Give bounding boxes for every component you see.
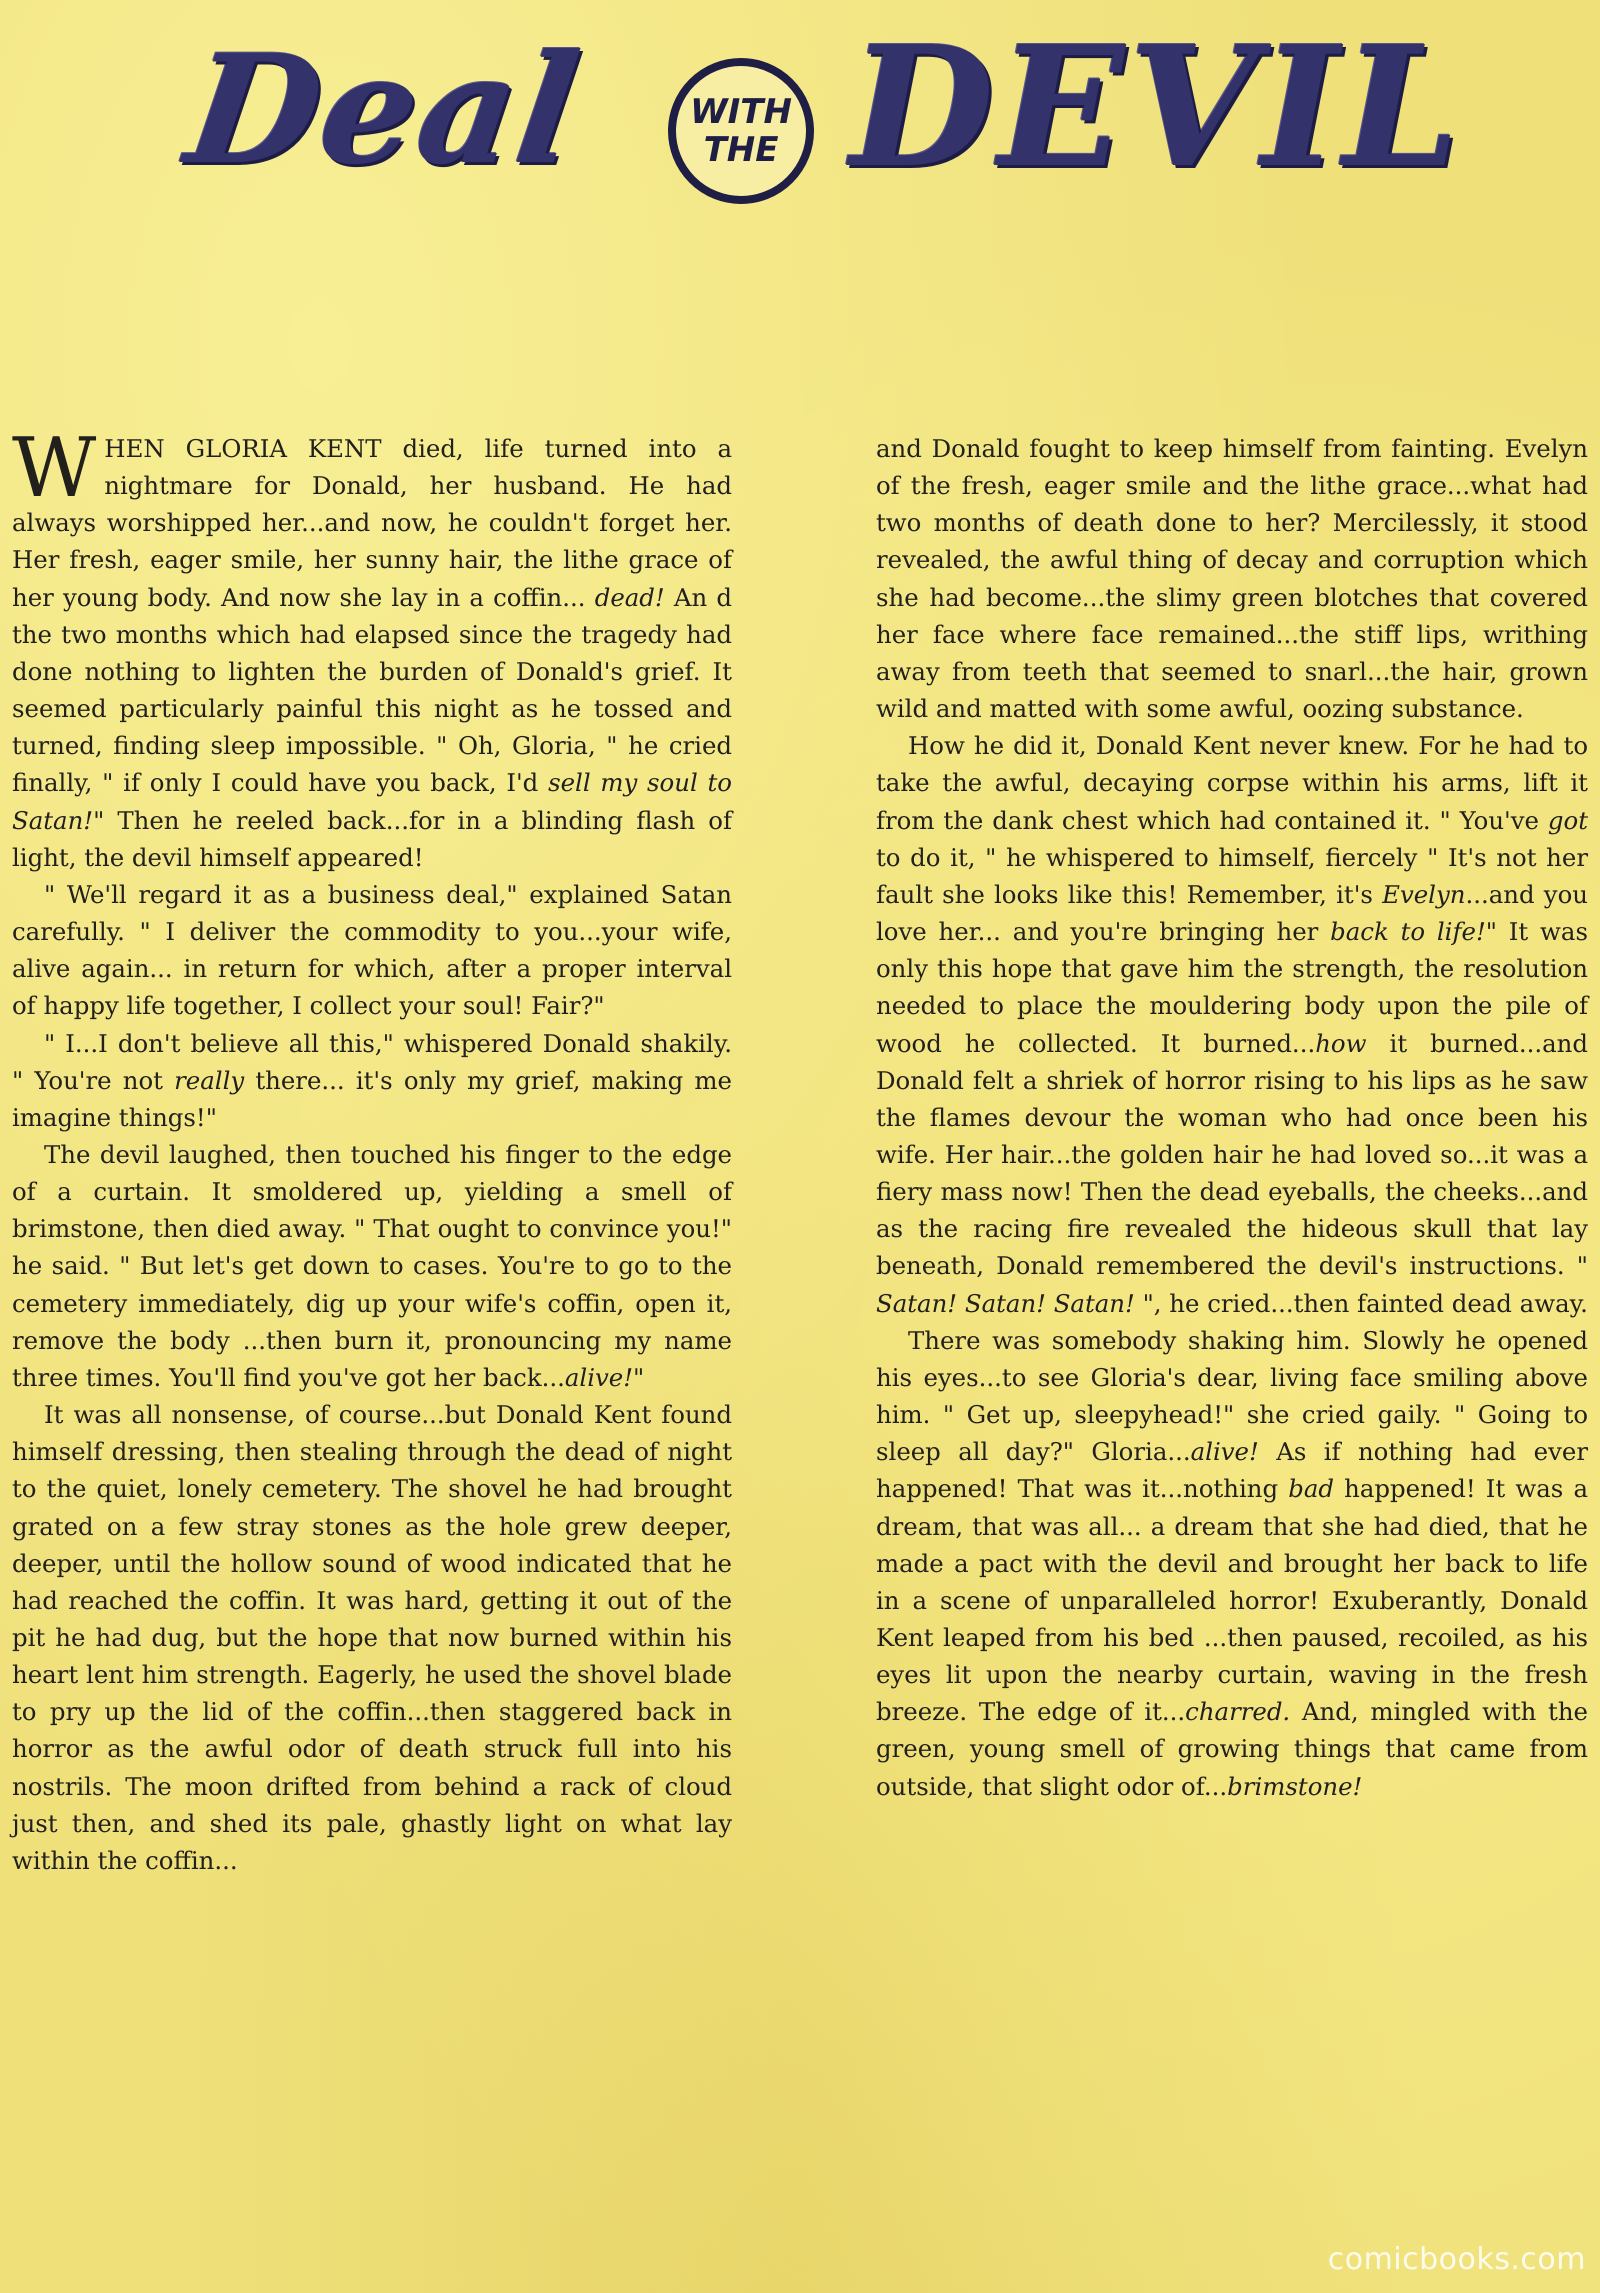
italic-phrase: got (1547, 805, 1588, 835)
text-run: It was all nonsense, of course...but Donald Kent found himself dressing, then stealing through the dead of night to the quiet, lonely cemetery. The shovel he had brought grated on a few stray stones as the hole grew deeper, deeper, until the hollow sound of wood indicated that he had reached the coffin. It was hard, getting it out of the pit he had dug, but the hope that now burned within his heart lent him strength. Eagerly, he used the shovel blade to pry up the lid of the coffin...then staggered back in horror as the awful odor of death struck full into his nostrils. The moon drifted from behind a rack of cloud just then, and shed its pale, ghastly light on what lay within the coffin... (12, 1400, 732, 1875)
italic-phrase: brimstone! (1227, 1771, 1363, 1801)
title-badge (668, 58, 814, 204)
text-run: " Then he reeled back...for in a blinding flash of light, the devil himself appeared! (12, 805, 732, 872)
text-run: " (633, 1362, 645, 1392)
story-column-left (12, 421, 732, 1879)
italic-phrase: bad (1288, 1474, 1334, 1504)
story-paragraph (876, 727, 1588, 1322)
story-paragraph (12, 1396, 732, 1879)
text-run: and Donald fought to keep himself from fainting. Evelyn of the fresh, eager smile and the lithe grace...what had two months of death done to her? Mercilessly, it stood revealed, the awful thing of decay and corruption which she had become...the slimy green blotches that covered her face where face remained...the stiff lips, writhing away from teeth that seemed to snarl...the hair, grown wild and matted with some awful, oozing substance. (876, 434, 1588, 724)
story-paragraph (12, 1025, 732, 1136)
text-run: How he did it, Donald Kent never knew. For he had to take the awful, decaying corpse within his arms, lift it from the dank chest which had contained it. " You've (876, 731, 1588, 835)
text-run: As if nothing had ever happened! That was it...nothing (876, 1437, 1588, 1504)
story-paragraph (12, 876, 732, 1025)
text-run: And, mingled with the green, young smell of growing things that came from outside, that slight odor of... (876, 1697, 1588, 1801)
text-run: it burned...and Donald felt a shriek of horror rising to his lips as he saw the flames devour the woman who had once been his wife. Her hair...the golden hair he had loved so...it was a fiery mass now! Then the dead eyeballs, the cheeks...and as the racing fire revealed the hideous skull that lay beneath, Donald remembered the devil's instructions. " (876, 1028, 1589, 1281)
title-word-devil: DEVIL (850, 10, 1464, 205)
text-run: happened! It was a dream, that was all... a dream that she had died, that he made a pact with the devil and brought her back to life in a scene of unparalleled horror! Exuberantly, Donald Kent leaped from his bed ...then paused, recoiled, as his eyes lit upon the nearby curtain, waving in the fresh breeze. The edge of it... (876, 1474, 1588, 1727)
story-paragraph (12, 1136, 732, 1396)
italic-phrase: Satan! Satan! Satan! (876, 1288, 1135, 1318)
site-watermark: comicbooks.com (1327, 2242, 1586, 2277)
title-banner (0, 0, 1600, 270)
text-run: An d the two months which had elapsed since the tragedy had done nothing to lighten the burden of Donald's grief. It seemed particularly painful this night as he tossed and turned, finding sleep impossible. " Oh, Gloria, " he cried finally, " if only I could have you back, I'd (12, 582, 732, 798)
italic-phrase: charred. (1185, 1697, 1291, 1727)
title-word-deal: Deal (177, 22, 591, 198)
story-paragraph (876, 430, 1588, 727)
italic-phrase: dead! (594, 582, 665, 612)
text-run: to do it, " he whispered to himself, fiercely " It's not her fault she looks like this! Remember, it's (876, 842, 1588, 909)
text-run: " I...I don't believe all this," whispered Donald shakily. " You're not (12, 1028, 732, 1095)
text-run: ", he cried...then fainted dead away. (1134, 1288, 1588, 1318)
badge-word-the: THE (703, 130, 779, 170)
italic-phrase: back to life! (1330, 917, 1486, 947)
text-run: The devil laughed, then touched his finger to the edge of a curtain. It smoldered up, yielding a smell of brimstone, then died away. " That ought to convince you!" he said. " But let's get down to cases. You're to go to the cemetery immediately, dig up your wife's coffin, open it, remove the body ...then burn it, pronouncing my name three times. You'll find you've got her back... (12, 1139, 732, 1392)
italic-phrase: alive! (1190, 1437, 1259, 1467)
text-run: There was somebody shaking him. Slowly he opened his eyes...to see Gloria's dear, living face smiling above him. " Get up, sleepyhead!" she cried gaily. " Going to sleep all day?" Gloria... (876, 1325, 1588, 1467)
story-column-right (876, 430, 1588, 1805)
italic-phrase: alive! (564, 1362, 634, 1392)
text-run: " We'll regard it as a business deal," explained Satan carefully. " I deliver the commodity to you...your wife, alive again... in return for which, after a proper interval of happy life together, I collect your soul! Fair?" (12, 879, 732, 1021)
text-run: " It was only this hope that gave him the strength, the resolution needed to place the mouldering body upon the pile of wood he collected. It burned... (876, 917, 1588, 1058)
italic-phrase: really (174, 1065, 245, 1095)
italic-phrase: how (1315, 1028, 1367, 1058)
italic-phrase: sell my soul to Satan! (12, 768, 732, 835)
text-run: ...and you love her... and you're bringing her (876, 879, 1588, 947)
text-run: HEN GLORIA KENT died, life turned into a nightmare for Donald, her husband. He had always worshipped her...and now, he couldn't forget her. Her fresh, eager smile, her sunny hair, the lithe grace of her young body. And now she lay in a coffin... (12, 434, 732, 612)
story-paragraph (12, 421, 732, 876)
badge-word-with: WITH (690, 92, 792, 132)
drop-cap: W (12, 421, 97, 516)
italic-phrase: Evelyn (1382, 879, 1466, 909)
text-run: there... it's only my grief, making me imagine things!" (12, 1065, 732, 1132)
story-paragraph (876, 1322, 1588, 1805)
